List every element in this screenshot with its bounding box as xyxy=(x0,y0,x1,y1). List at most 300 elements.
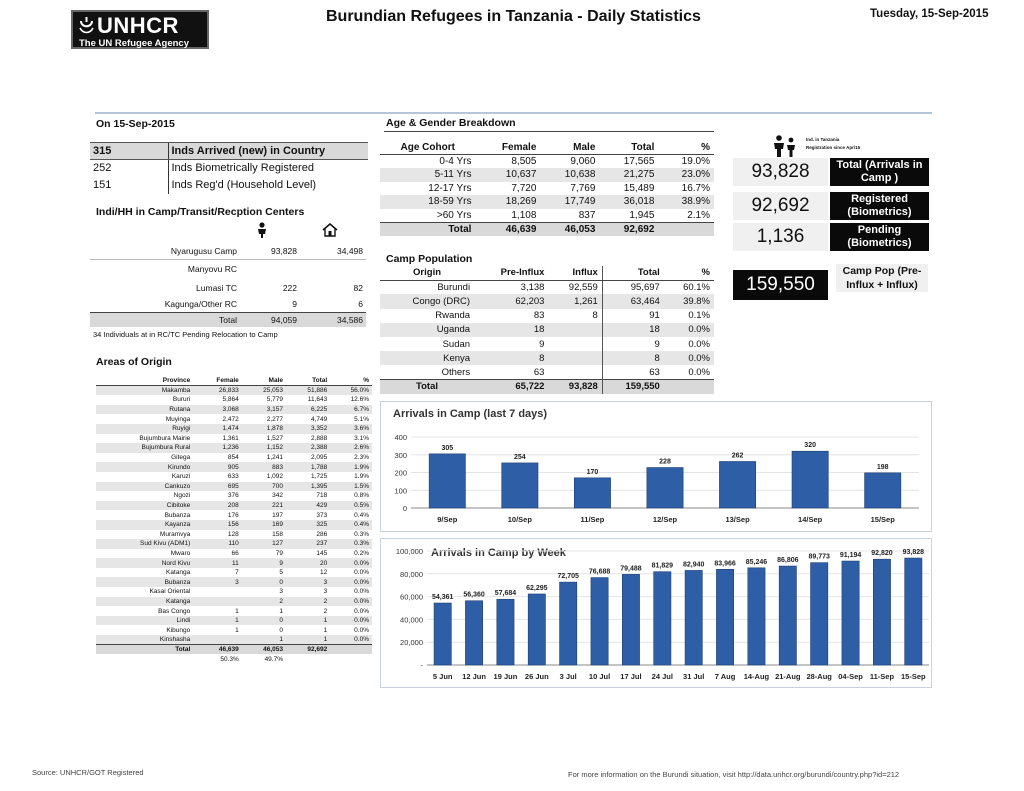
table-cell: 1 xyxy=(235,607,239,615)
table-row xyxy=(96,616,372,626)
data-label: 83,966 xyxy=(714,560,736,568)
y-tick-label: 400 xyxy=(394,433,407,442)
data-label: 228 xyxy=(659,458,671,466)
y-tick-label: 80,000 xyxy=(400,569,423,579)
table-cell: Age Cohort xyxy=(380,141,475,155)
table-row xyxy=(96,376,372,386)
report-date: Tuesday, 15-Sep-2015 xyxy=(870,8,989,20)
table-cell: 38.9% xyxy=(658,195,714,209)
table-cell: Kenya xyxy=(380,351,474,365)
table-row xyxy=(380,365,714,379)
table-row xyxy=(90,177,368,194)
unhcr-emblem-icon xyxy=(78,16,95,35)
table-row xyxy=(96,558,372,568)
bar xyxy=(560,582,577,665)
table-cell: 8 xyxy=(592,310,598,322)
x-tick-label: 11/Sep xyxy=(580,515,605,524)
table-cell: 854 xyxy=(227,454,239,462)
table-cell xyxy=(96,654,193,664)
table-cell: Kayanza xyxy=(96,520,193,530)
table-cell: 19.0% xyxy=(681,156,710,167)
x-tick-label: 14-Aug xyxy=(743,672,770,681)
table-row xyxy=(96,462,372,472)
table-cell: Kasai Oriental xyxy=(149,588,191,596)
divider xyxy=(384,131,714,132)
kpi-caption-2: Registration since Apr/15 xyxy=(806,145,861,150)
table-cell: Pre-Influx xyxy=(474,266,548,280)
table-cell: 18-59 Yrs xyxy=(380,195,475,209)
data-label: 91,194 xyxy=(839,552,862,560)
chart-title: Arrivals in Camp by Week xyxy=(431,547,566,559)
table-cell: Female xyxy=(193,376,242,386)
data-label: 54,361 xyxy=(431,594,454,602)
table-cell: 7,769 xyxy=(570,182,596,194)
table-cell: Sud Kivu (ADM1) xyxy=(96,539,193,549)
table-cell: 2 xyxy=(323,607,328,615)
table-cell: 63 xyxy=(533,366,545,378)
table-cell xyxy=(548,337,602,351)
table-cell: 8 xyxy=(474,351,548,365)
table-cell: 0.5% xyxy=(330,501,372,511)
y-tick-label: 300 xyxy=(394,450,407,460)
table-row xyxy=(96,597,372,607)
table-cell: 0.4% xyxy=(330,520,372,530)
kpi-pending-value: 1,136 xyxy=(733,223,828,251)
table-cell: 8 xyxy=(602,351,663,365)
table-row xyxy=(380,337,714,351)
table-cell: 0-4 Yrs xyxy=(439,156,472,167)
page-title: Burundian Refugees in Tanzania - Daily Statistics xyxy=(326,8,701,25)
table-row xyxy=(380,155,714,169)
table-cell: 46,053 xyxy=(242,645,286,655)
data-label: 82,940 xyxy=(682,561,705,569)
table-cell: 1,527 xyxy=(266,434,283,442)
table-row xyxy=(380,266,714,280)
table-cell: Bas Congo xyxy=(158,607,191,615)
table-row xyxy=(380,380,714,394)
table-cell: 9 xyxy=(539,338,545,350)
table-cell: 17,565 xyxy=(623,156,655,167)
table-cell: 91 xyxy=(602,309,663,323)
table-cell: Bujumbura Mairie xyxy=(139,434,191,442)
table-cell: 1.5% xyxy=(330,482,372,492)
table-row xyxy=(96,414,372,424)
camp-population-heading: Camp Population xyxy=(386,253,473,265)
arrivals-heading: On 15-Sep-2015 xyxy=(96,118,175,130)
table-cell: Kinshasha xyxy=(96,635,193,645)
table-cell: 1 xyxy=(235,626,239,634)
table-cell: 3,157 xyxy=(242,405,286,415)
table-cell: 60.1% xyxy=(683,282,710,294)
table-cell: Female xyxy=(475,141,540,155)
table-cell: 63 xyxy=(602,365,663,379)
table-cell xyxy=(658,222,714,236)
table-row xyxy=(90,327,366,342)
table-cell xyxy=(548,351,602,365)
relocation-note: 34 Individuals at in RC/TC Pending Relocation to Camp xyxy=(93,330,278,339)
table-cell: Origin xyxy=(380,266,474,280)
table-cell: 1,261 xyxy=(548,294,602,308)
table-cell: 325 xyxy=(286,520,330,530)
table-row xyxy=(380,294,714,308)
table-row xyxy=(96,577,372,587)
weekly-arrivals-chart-panel xyxy=(380,538,932,688)
table-row xyxy=(90,279,366,297)
table-cell: Bujumbura Rural xyxy=(96,443,193,453)
table-row xyxy=(96,395,372,405)
x-tick-label: 04-Sep xyxy=(838,672,863,681)
table-cell: Cibitoke xyxy=(96,501,193,511)
table-row xyxy=(90,244,366,259)
table-cell: 49.7% xyxy=(264,655,283,663)
house-icon xyxy=(322,223,338,237)
table-cell: 1,108 xyxy=(511,209,537,221)
table-cell: 0.0% xyxy=(330,597,372,607)
table-cell: 2,472 xyxy=(222,415,239,423)
table-cell: 0.4% xyxy=(354,511,369,519)
table-cell: 0.0% xyxy=(688,338,710,350)
table-row xyxy=(96,501,372,511)
y-tick-label: 100,000 xyxy=(395,547,423,556)
table-cell: 18,269 xyxy=(475,195,540,209)
table-cell: 1,945 xyxy=(629,209,655,221)
table-row xyxy=(96,434,372,444)
table-cell: Total xyxy=(380,380,474,394)
table-cell: 2,277 xyxy=(266,415,283,423)
centers-heading: Indi/HH in Camp/Transit/Recption Centers xyxy=(96,206,305,218)
bar xyxy=(497,599,514,665)
table-row xyxy=(380,222,714,236)
table-cell: 1,725 xyxy=(310,473,328,481)
data-label: 76,688 xyxy=(588,568,611,576)
table-row xyxy=(90,160,368,177)
table-row xyxy=(90,259,366,279)
table-cell: 11 xyxy=(193,558,242,568)
weekly-arrivals-chart xyxy=(381,539,931,687)
x-tick-label: 3 Jul xyxy=(559,672,577,681)
table-cell: 92,692 xyxy=(286,645,330,655)
table-cell: 1,474 xyxy=(193,424,242,434)
y-tick-label: 200 xyxy=(394,468,407,478)
table-cell: 1 xyxy=(242,635,286,645)
table-cell: 0.0% xyxy=(330,616,372,626)
table-row xyxy=(90,297,366,312)
table-cell: 15,489 xyxy=(623,182,655,194)
table-cell: Province xyxy=(96,376,193,386)
x-tick-label: 21-Aug xyxy=(775,672,801,681)
x-tick-label: 7 Aug xyxy=(714,672,736,681)
unhcr-logo xyxy=(71,10,209,49)
table-cell: 3 xyxy=(193,577,242,587)
table-cell: Total xyxy=(599,141,658,155)
table-cell: 18 xyxy=(474,323,548,337)
table-cell: 0 xyxy=(242,577,286,587)
table-cell: 65,722 xyxy=(474,380,548,394)
chart-title: Arrivals in Camp (last 7 days) xyxy=(393,408,548,420)
y-tick-label: 60,000 xyxy=(400,592,423,602)
table-cell: 0.0% xyxy=(354,626,369,634)
table-cell xyxy=(193,597,242,607)
bar xyxy=(654,572,671,665)
bar xyxy=(622,574,639,665)
household-value: 151 xyxy=(93,179,112,191)
table-cell: 8,505 xyxy=(511,156,537,167)
data-label: 89,773 xyxy=(808,553,830,561)
center-households: 34,498 xyxy=(300,244,366,259)
table-cell: 2.6% xyxy=(330,443,372,453)
table-cell: Bururi xyxy=(172,396,191,404)
table-row xyxy=(380,280,714,294)
table-cell: 51,886 xyxy=(286,386,330,396)
x-tick-label: 15-Sep xyxy=(901,672,926,681)
table-cell: 1 xyxy=(193,616,242,626)
table-cell: 26,833 xyxy=(193,386,242,396)
table-row xyxy=(96,443,372,453)
table-cell: Kibungo xyxy=(166,626,191,634)
table-row xyxy=(96,491,372,501)
table-row xyxy=(380,351,714,365)
kpi-caption-1: Ind. in Tanzania xyxy=(806,137,840,142)
kpi-registered-label: Registered (Biometrics) xyxy=(830,192,929,220)
footer-link[interactable]: For more information on the Burundi situation, visit http://data.unhcr.org/burundi/country.php?id=212 xyxy=(568,770,900,779)
kpi-registered-value: 92,692 xyxy=(733,192,828,220)
table-cell: 83 xyxy=(533,310,545,322)
center-individuals xyxy=(240,259,300,279)
bar xyxy=(528,594,545,665)
origin-heading: Areas of Origin xyxy=(96,356,172,368)
age-gender-table xyxy=(380,141,714,236)
age-heading: Age & Gender Breakdown xyxy=(386,117,516,129)
table-cell: 145 xyxy=(316,549,328,557)
table-row xyxy=(96,587,372,597)
table-cell: Male xyxy=(242,376,286,386)
table-cell: 2 xyxy=(286,597,330,607)
registered-label: Inds Biometrically Registered xyxy=(168,160,368,177)
center-households xyxy=(300,259,366,279)
table-cell xyxy=(193,587,242,597)
x-tick-label: 19 Jun xyxy=(493,672,518,681)
bar xyxy=(905,558,922,665)
x-tick-label: 12/Sep xyxy=(652,515,678,524)
table-cell: 176 xyxy=(227,511,239,519)
table-cell: 95,697 xyxy=(602,280,663,294)
table-row xyxy=(96,520,372,530)
table-cell: 2 xyxy=(242,597,286,607)
x-tick-label: 31 Jul xyxy=(683,672,705,681)
table-cell: 0.3% xyxy=(354,530,369,538)
table-cell: Karuzi xyxy=(171,473,191,481)
data-label: 86,806 xyxy=(777,557,799,565)
table-cell: 429 xyxy=(286,501,330,511)
table-cell: Male xyxy=(540,141,599,155)
x-tick-label: 17 Jul xyxy=(620,672,642,681)
registered-value: 252 xyxy=(93,162,112,175)
table-cell: 0 xyxy=(242,616,286,626)
table-cell: 3 xyxy=(323,588,328,596)
table-cell: 128 xyxy=(227,530,239,538)
table-cell: 110 xyxy=(193,539,242,549)
table-cell: Muramvya xyxy=(159,530,191,538)
table-cell: 3,352 xyxy=(286,424,330,434)
total-households: 34,586 xyxy=(300,312,366,327)
bar xyxy=(574,478,610,508)
table-row xyxy=(380,141,714,155)
table-cell: 92,692 xyxy=(599,222,658,236)
data-label: 262 xyxy=(731,452,744,460)
table-cell: Katanga xyxy=(166,569,191,577)
x-tick-label: 13/Sep xyxy=(725,515,750,524)
table-cell: 5.1% xyxy=(354,415,369,423)
table-cell: 286 xyxy=(316,530,328,538)
table-cell: 1,092 xyxy=(266,473,283,481)
table-cell: 342 xyxy=(272,492,283,500)
bar xyxy=(591,578,608,665)
table-cell: 4,749 xyxy=(310,415,328,423)
table-cell: Muyinga xyxy=(165,415,191,423)
person-pair-icon xyxy=(772,135,798,157)
table-cell: 0.0% xyxy=(330,558,372,568)
table-cell: 1,361 xyxy=(222,434,239,442)
table-cell: 11,643 xyxy=(307,396,328,404)
table-row xyxy=(96,472,372,482)
total-label: Total xyxy=(90,312,240,327)
table-cell: 1 xyxy=(286,616,330,626)
logo-subtext: The UN Refugee Agency xyxy=(79,38,189,49)
table-cell: 0.0% xyxy=(354,588,369,596)
camp-pop-label: Camp Pop (Pre-Influx + Influx) xyxy=(836,264,928,292)
x-tick-label: 10/Sep xyxy=(507,515,532,524)
table-row xyxy=(96,405,372,415)
table-cell: 0.8% xyxy=(354,492,369,500)
data-label: 93,828 xyxy=(902,549,925,557)
table-cell: 6.7% xyxy=(330,405,372,415)
table-cell: 2,388 xyxy=(286,443,330,453)
arrived-label: Inds Arrived (new) in Country xyxy=(168,143,368,160)
table-cell xyxy=(330,654,372,664)
table-cell: 6,225 xyxy=(286,405,330,415)
table-cell: >60 Yrs xyxy=(436,209,472,221)
table-cell: % xyxy=(330,376,372,386)
table-cell: Congo (DRC) xyxy=(380,294,474,308)
table-cell: 63,464 xyxy=(602,294,663,308)
bar xyxy=(873,559,890,665)
table-row xyxy=(96,453,372,463)
center-name: Manyovu RC xyxy=(187,264,237,275)
table-cell: 50.3% xyxy=(220,655,239,663)
y-tick-label: 40,000 xyxy=(400,615,423,625)
table-cell: 633 xyxy=(227,473,239,481)
bar xyxy=(748,568,765,665)
table-cell: Ruyigi xyxy=(96,424,193,434)
table-cell: 0.0% xyxy=(354,569,369,577)
table-cell: 1,878 xyxy=(242,424,286,434)
table-cell: Makamba xyxy=(96,386,193,396)
table-cell: 0.1% xyxy=(688,310,710,322)
bar xyxy=(465,601,482,665)
table-cell: 0.0% xyxy=(330,635,372,645)
bar xyxy=(716,569,733,665)
table-cell: 127 xyxy=(242,539,286,549)
table-cell: 156 xyxy=(193,520,242,530)
center-individuals: 9 xyxy=(292,299,297,310)
table-cell: 700 xyxy=(242,482,286,492)
table-cell: 79 xyxy=(275,549,283,557)
camp-population-table xyxy=(380,266,714,394)
table-row xyxy=(90,312,366,327)
centers-table xyxy=(90,244,366,342)
x-tick-label: 9/Sep xyxy=(437,515,458,524)
center-households: 6 xyxy=(358,299,363,310)
table-cell xyxy=(330,645,372,655)
table-row xyxy=(380,309,714,323)
table-cell: 46,639 xyxy=(475,222,540,236)
table-cell: 9 xyxy=(242,558,286,568)
data-label: 170 xyxy=(586,468,599,476)
total-individuals: 94,059 xyxy=(240,312,300,327)
table-cell: Total xyxy=(602,266,663,280)
table-cell: 837 xyxy=(578,209,596,221)
x-tick-label: 14/Sep xyxy=(798,515,823,524)
table-row xyxy=(380,323,714,337)
table-cell: 18 xyxy=(602,323,663,337)
x-tick-label: 12 Jun xyxy=(462,672,486,681)
x-tick-label: 15/Sep xyxy=(870,515,895,524)
data-label: 198 xyxy=(876,463,889,471)
data-label: 85,246 xyxy=(745,558,768,566)
table-row xyxy=(96,645,372,655)
center-households: 82 xyxy=(353,283,363,293)
center-individuals: 222 xyxy=(282,283,297,293)
x-tick-label: 5 Jun xyxy=(432,672,453,681)
data-label: 56,360 xyxy=(463,591,485,599)
table-cell: 0.2% xyxy=(354,549,369,557)
daily-arrivals-chart xyxy=(381,402,931,531)
data-label: 92,820 xyxy=(871,550,893,558)
table-row xyxy=(96,606,372,616)
table-cell: 3.6% xyxy=(330,424,372,434)
table-cell: 1 xyxy=(323,626,328,634)
table-cell: 1 xyxy=(286,635,330,645)
data-label: 62,295 xyxy=(526,584,548,592)
table-row xyxy=(380,195,714,209)
table-cell: Total xyxy=(96,645,193,655)
table-cell: 2,095 xyxy=(310,454,328,462)
table-cell: Gitega xyxy=(171,454,191,462)
table-cell: 169 xyxy=(242,520,286,530)
table-cell: 0.3% xyxy=(330,539,372,549)
table-cell: 62,203 xyxy=(474,294,548,308)
table-cell: 3,068 xyxy=(193,405,242,415)
table-cell: Others xyxy=(441,366,471,378)
table-row xyxy=(380,182,714,196)
table-cell: Burundi xyxy=(437,282,471,294)
table-cell: 158 xyxy=(272,530,283,538)
table-cell: 92,559 xyxy=(568,282,598,294)
table-cell: Uganda xyxy=(380,323,474,337)
center-name: Nyarugusu Camp xyxy=(90,244,240,259)
table-cell: 7,720 xyxy=(511,182,537,194)
table-cell: Sudan xyxy=(442,338,471,350)
header-divider xyxy=(95,112,932,114)
table-cell: 21,275 xyxy=(599,168,658,182)
table-cell: 159,550 xyxy=(602,380,663,394)
table-cell: 718 xyxy=(316,492,328,500)
table-cell: Bubanza xyxy=(96,577,193,587)
table-cell: 0.0% xyxy=(354,607,369,615)
bar xyxy=(842,561,859,665)
table-cell: 0.0% xyxy=(688,366,710,378)
center-name: Lumasi TC xyxy=(196,283,237,293)
